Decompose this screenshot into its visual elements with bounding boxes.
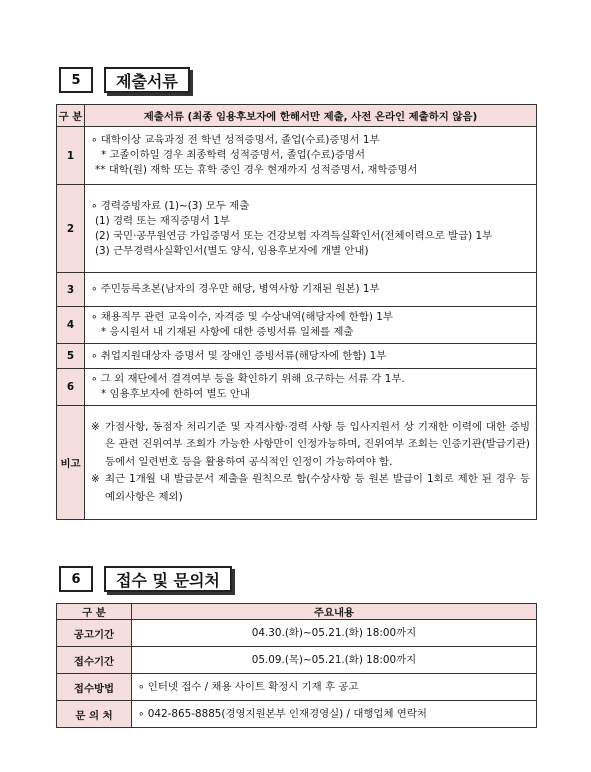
section-6-heading bbox=[59, 566, 232, 592]
list-subitem: (2) 국민·공무원연금 가입증명서 또는 건강보험 자격득실확인서(전체이력으로 발급) 1부 bbox=[95, 229, 493, 242]
table-row bbox=[57, 701, 537, 728]
table-row bbox=[57, 369, 537, 406]
row-content bbox=[85, 127, 537, 185]
list-subitem: * 응시원서 내 기재된 사항에 대한 증빙서류 일체를 제출 bbox=[101, 326, 354, 338]
remark-item bbox=[91, 471, 530, 506]
remarks-content bbox=[85, 406, 537, 520]
header-category: 구 분 bbox=[57, 604, 132, 620]
row-content bbox=[85, 185, 537, 273]
row-content bbox=[85, 307, 537, 344]
remarks-row bbox=[57, 406, 537, 520]
remark-text: 최근 1개월 내 발급문서 제출을 원칙으로 함(수상사항 등 원본 발급이 1회로 제한 된 경우 등 예외사항은 제외) bbox=[105, 473, 530, 503]
row-value: ∘ 042-865-8885(경영지원본부 인재경영실) / 대행업체 연락처 bbox=[132, 701, 537, 728]
list-item: ∘ 주민등록초본(남자의 경우만 해당, 병역사항 기재된 원본) 1부 bbox=[91, 283, 380, 295]
table-header bbox=[57, 604, 537, 620]
remarks-label: 비고 bbox=[57, 406, 85, 520]
list-item: ∘ 취업지원대상자 증명서 및 장애인 증빙서류(해당자에 한함) 1부 bbox=[91, 349, 387, 362]
row-label: 접수방법 bbox=[57, 674, 132, 701]
remark-item bbox=[91, 419, 530, 472]
section-title: 제출서류 bbox=[104, 67, 190, 93]
contact-table bbox=[56, 603, 537, 728]
row-value: 05.09.(목)~05.21.(화) 18:00까지 bbox=[132, 647, 537, 674]
section-number: 5 bbox=[59, 67, 93, 93]
row-value: ∘ 인터넷 접수 / 채용 사이트 확정시 기재 후 공고 bbox=[132, 674, 537, 701]
header-category: 구 분 bbox=[57, 105, 85, 127]
table-row bbox=[57, 273, 537, 307]
table-row bbox=[57, 185, 537, 273]
row-number: 1 bbox=[57, 127, 85, 185]
list-subitem: ** 대학(원) 재학 또는 휴학 중인 경우 현재까지 성적증명서, 재학증명서 bbox=[95, 164, 418, 176]
table-row bbox=[57, 620, 537, 647]
table-row bbox=[57, 674, 537, 701]
row-label: 문 의 처 bbox=[57, 701, 132, 728]
row-value: 04.30.(화)~05.21.(화) 18:00까지 bbox=[132, 620, 537, 647]
row-label: 공고기간 bbox=[57, 620, 132, 647]
reference-mark: ※ bbox=[91, 420, 100, 433]
list-subitem: (3) 근무경력사실확인서(별도 양식, 임용후보자에 개별 안내) bbox=[95, 244, 369, 257]
list-item: ∘ 경력증빙자료 (1)~(3) 모두 제출 bbox=[91, 199, 250, 212]
row-number: 6 bbox=[57, 369, 85, 406]
table-header bbox=[57, 105, 537, 127]
row-number: 4 bbox=[57, 307, 85, 344]
header-content: 주요내용 bbox=[132, 604, 537, 620]
table-row bbox=[57, 307, 537, 344]
table-row bbox=[57, 344, 537, 369]
section-5-heading bbox=[59, 67, 190, 93]
row-label: 접수기간 bbox=[57, 647, 132, 674]
row-number: 5 bbox=[57, 344, 85, 369]
row-content bbox=[85, 344, 537, 369]
list-item: ∘ 채용직무 관련 교육이수, 자격증 및 수상내역(해당자에 한함) 1부 bbox=[91, 311, 393, 323]
reference-mark: ※ bbox=[91, 473, 100, 486]
section-title: 접수 및 문의처 bbox=[104, 566, 232, 592]
remark-text: 가점사항, 동점자 처리기준 및 자격사항·경력 사항 등 입사지원서 상 기재한 이력에 대한 증빙은 관련 진위여부 조회가 가능한 사항만이 인정가능하며, 진위여부 조회는 인증기관(발급기관) 등에서 일련번호 등을 활용하여 공식적인 인정이 가능하여야 함. bbox=[105, 420, 530, 468]
documents-table bbox=[56, 104, 537, 520]
row-number: 2 bbox=[57, 185, 85, 273]
section-number: 6 bbox=[59, 566, 93, 592]
header-documents: 제출서류 (최종 임용후보자에 한해서만 제출, 사전 온라인 제출하지 않음) bbox=[85, 105, 537, 127]
row-content bbox=[85, 369, 537, 406]
list-subitem: * 고졸이하일 경우 최종학력 성적증명서, 졸업(수료)증명서 bbox=[101, 149, 365, 161]
list-subitem: * 임용후보자에 한하여 별도 안내 bbox=[101, 388, 250, 400]
list-subitem: (1) 경력 또는 재직증명서 1부 bbox=[95, 214, 230, 227]
row-number: 3 bbox=[57, 273, 85, 307]
table-row bbox=[57, 127, 537, 185]
list-item: ∘ 대학이상 교육과정 전 학년 성적증명서, 졸업(수료)증명서 1부 bbox=[91, 134, 380, 146]
table-row bbox=[57, 647, 537, 674]
list-item: ∘ 그 외 재단에서 결격여부 등을 확인하기 위해 요구하는 서류 각 1부. bbox=[91, 373, 405, 385]
row-content bbox=[85, 273, 537, 307]
